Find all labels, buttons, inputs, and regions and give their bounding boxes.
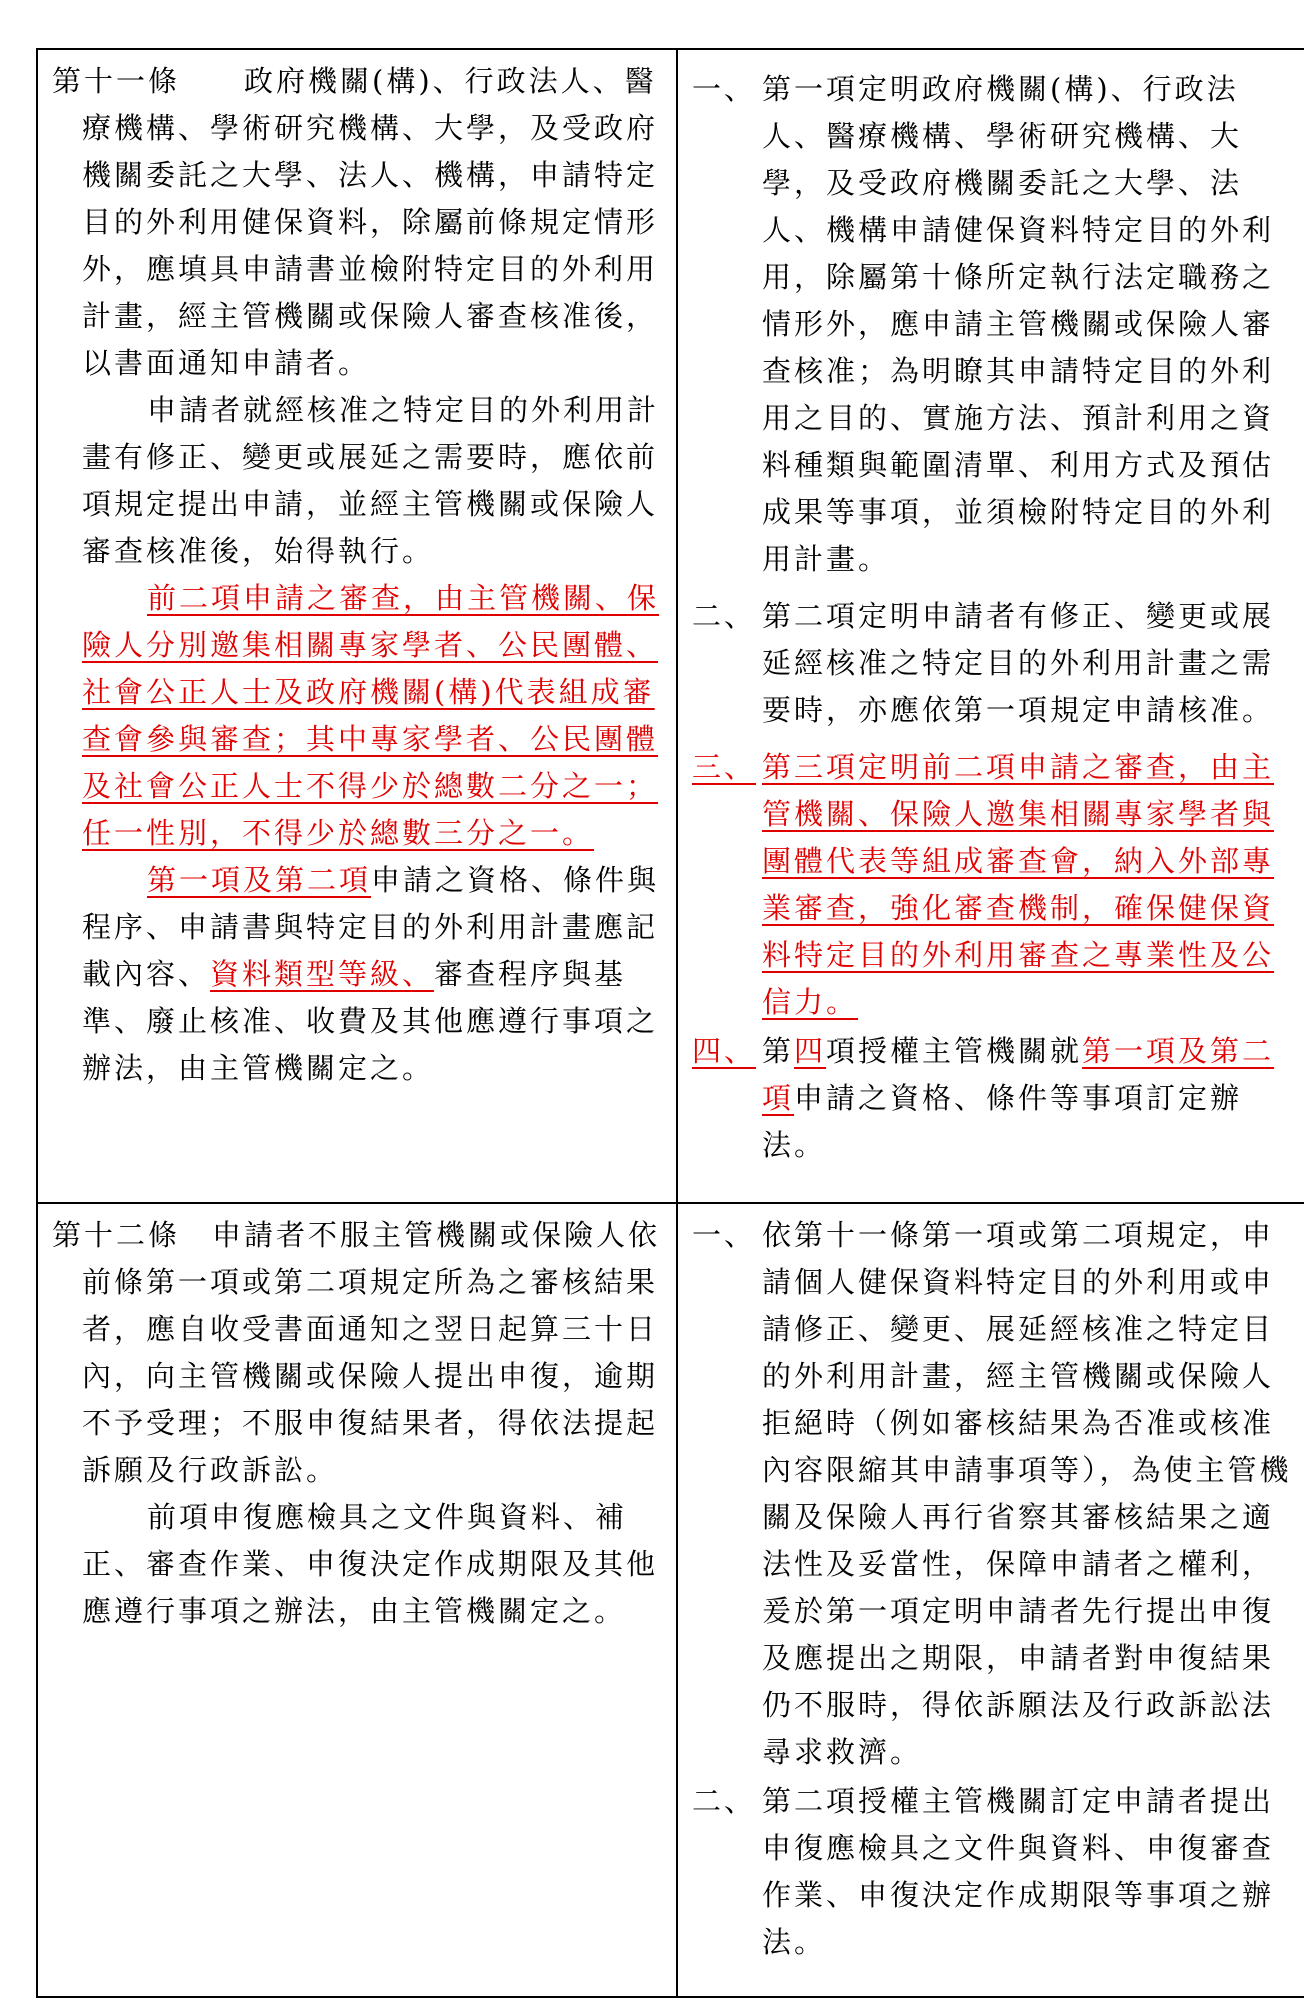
article-11-paragraph-2: 申請者就經核准之特定目的外利用計畫有修正、變更或展延之需要時，應依前項規定提出申請，並經主管機關或保險人審查核准後，始得執行。 xyxy=(82,393,660,568)
list-item: 二、 第二項授權主管機關訂定申請者提出申復應檢具之文件與資料、申復審查作業、申復決定作成期限等事項之辦法。 xyxy=(692,1784,1275,1959)
article-11-heading: 第十一條 xyxy=(52,64,181,98)
table-row xyxy=(37,49,1304,1203)
article-11-p1-text: 政府機關(構)、行政法人、醫療機構、學術研究機構、大學，及受政府機關委託之大學、法人、機構，申請特定目的外利用健保資料，除屬前條規定情形外，應填具申請書並檢附特定目的外利用計畫，經主管機關或保險人審查核准後，以書面通知申請者。 xyxy=(82,64,659,380)
article-11-p4-amended-b: 資料類型等級、 xyxy=(210,957,435,991)
explanation-11-cell xyxy=(677,49,1304,1203)
list-item: 一、 第一項定明政府機關(構)、行政法人、醫療機構、學術研究機構、大學，及受政府機關委託之大學、法人、機構申請健保資料特定目的外利用，除屬第十條所定執行法定職務之情形外，應申請主管機關或保險人審查核准；為明瞭其申請特定目的外利用之目的、實施方法、預計利用之資料種類與範圍清單、利用方式及預估成果等事項，並須檢附特定目的外利用計畫。 xyxy=(692,72,1275,576)
comparison-table xyxy=(36,48,1304,1998)
list-item: 四、 第四項授權主管機關就第一項及第二項申請之資格、條件等事項訂定辦法。 xyxy=(692,1034,1275,1162)
article-11-cell xyxy=(37,49,677,1203)
list-item: 三、 第三項定明前二項申請之審查，由主管機關、保險人邀集相關專家學者與團體代表等組成審查會，納入外部專業審查，強化審查機制，確保健保資料特定目的外利用審查之專業性及公信力。 xyxy=(692,750,1275,1019)
article-11-p4-amended-a: 第一項及第二項 xyxy=(147,863,372,897)
article-11-p4-mid: 申請之資格、條件與程序、申請書與特定目的外利用計畫應記載內容、 xyxy=(82,863,660,991)
article-12-heading: 第十二條 xyxy=(52,1218,181,1252)
article-11-p4-end: 審查程序與基準、廢止核准、收費及其他應遵行事項之辦法，由主管機關定之。 xyxy=(82,957,659,1085)
article-11-p3-amended: 前二項申請之審查，由主管機關、保險人分別邀集相關專家學者、公民團體、社會公正人士及政府機關(構)代表組成審查會參與審查；其中專家學者、公民團體及社會公正人士不得少於總數二分之一；任一性別，不得少於總數三分之一。 xyxy=(82,581,660,850)
article-11-paragraph-4 xyxy=(52,857,662,1092)
article-12-p1-text: 申請者不服主管機關或保險人依前條第一項或第二項規定所為之審核結果者，應自收受書面通知之翌日起算三十日內，向主管機關或保險人提出申復，逾期不予受理；不服申復結果者，得依法提起訴願及行政訴訟。 xyxy=(82,1218,661,1487)
article-12-paragraph-1 xyxy=(52,1212,662,1494)
table-row xyxy=(37,1203,1304,1997)
article-11-paragraph-1 xyxy=(52,58,662,387)
article-12-cell xyxy=(37,1203,677,1997)
article-11-paragraph-3 xyxy=(52,575,662,857)
article-12-paragraph-2: 前項申復應檢具之文件與資料、補正、審查作業、申復決定作成期限及其他應遵行事項之辦法，由主管機關定之。 xyxy=(82,1500,659,1628)
explanation-12-cell xyxy=(677,1203,1304,1997)
list-item: 一、 依第十一條第一項或第二項規定，申請個人健保資料特定目的外利用或申請修正、變更、展延經核准之特定目的外利用計畫，經主管機關或保險人拒絕時（例如審核結果為否准或核准內容限縮其申請事項等），為使主管機關及保險人再行省察其審核結果之適法性及妥當性，保障申請者之權利，爰於第一項定明申請者先行提出申復及應提出之期限，申請者對申復結果仍不服時，得依訴願法及行政訴訟法尋求救濟。 xyxy=(692,1218,1292,1769)
list-item: 二、 第二項定明申請者有修正、變更或展延經核准之特定目的外利用計畫之需要時，亦應依第一項規定申請核准。 xyxy=(692,599,1275,727)
